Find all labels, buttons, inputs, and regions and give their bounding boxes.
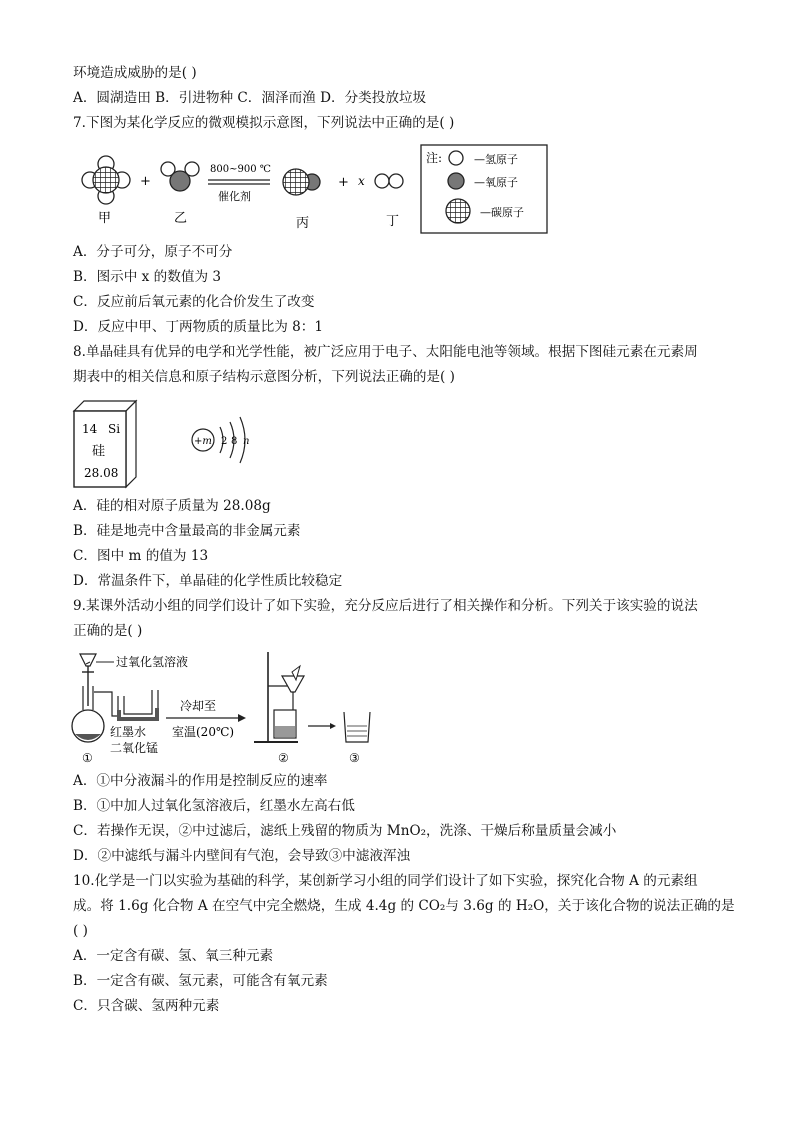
shell-1-electrons: 2 xyxy=(221,436,228,447)
label-a: 甲 xyxy=(98,211,112,226)
reagent-manganese-dioxide: 二氧化锰 xyxy=(110,741,159,755)
q7-reaction-diagram xyxy=(70,142,560,238)
shell-3-electrons: n xyxy=(243,436,250,447)
legend-hydrogen: —氢原子 xyxy=(474,153,518,166)
q9-option-b: B．①中加人过氧化氢溶液后，红墨水左高右低 xyxy=(73,798,355,814)
arrow-label-top: 冷却至 xyxy=(180,699,217,713)
plus-2: + xyxy=(338,175,349,190)
condition-catalyst: 催化剂 xyxy=(218,190,251,203)
q8-option-c: C．图中 m 的值为 13 xyxy=(73,548,209,564)
q7-option-c: C．反应前后氧元素的化合价发生了改变 xyxy=(73,294,315,310)
atomic-structure xyxy=(192,417,249,463)
step-3-label: ③ xyxy=(349,751,360,765)
plus-1: + xyxy=(140,174,151,189)
coefficient-x: x xyxy=(358,174,365,188)
q7-option-b: B．图示中 x 的数值为 3 xyxy=(73,269,222,285)
q8-silicon-figure xyxy=(70,397,270,491)
legend-title: 注: xyxy=(426,151,443,165)
apparatus-2 xyxy=(254,652,304,742)
label-c: 丙 xyxy=(296,216,310,231)
q9-option-d: D．②中滤纸与漏斗内壁间有气泡，会导致③中滤液浑浊 xyxy=(73,848,411,864)
apparatus-3 xyxy=(344,712,370,742)
molecule-a xyxy=(82,156,130,204)
legend-box xyxy=(421,145,547,233)
nucleus-charge: +m xyxy=(194,436,212,447)
label-b: 乙 xyxy=(174,211,188,226)
q9-option-a: A．①中分液漏斗的作用是控制反应的速率 xyxy=(73,773,328,789)
q10-option-a: A．一定含有碳、氢、氧三种元素 xyxy=(73,948,274,964)
q8-option-a: A．硅的相对原子质量为 28.08g xyxy=(73,498,271,514)
q6-options: A．圆湖造田 B．引进物种 C．涸泽而渔 D．分类投放垃圾 xyxy=(73,90,427,106)
element-symbol: Si xyxy=(108,422,121,436)
legend-carbon: —碳原子 xyxy=(480,206,524,219)
step-2-label: ② xyxy=(278,751,289,765)
molecule-d xyxy=(375,174,403,188)
step-1-label: ① xyxy=(82,751,93,765)
q10-stem-line3: ( ) xyxy=(73,923,88,939)
atomic-mass: 28.08 xyxy=(84,466,119,480)
q10-stem-line2: 成。将 1.6g 化合物 A 在空气中完全燃烧，生成 4.4g 的 CO₂与 3.6g 的 H₂O，关于该化合物的说法正确的是 xyxy=(73,898,735,914)
legend-oxygen: —氧原子 xyxy=(474,176,518,189)
q8-stem-line2: 期表中的相关信息和原子结构示意图分析，下列说法正确的是( ) xyxy=(73,369,455,385)
q10-option-b: B．一定含有碳、氢元素，可能含有氧元素 xyxy=(73,973,328,989)
q6-stem-end: 环境造成威胁的是( ) xyxy=(73,65,197,81)
q8-option-b: B．硅是地壳中含量最高的非金属元素 xyxy=(73,523,301,539)
q10-stem-line1: 10.化学是一门以实验为基础的科学，某创新学习小组的同学们设计了如下实验，探究化合物 A 的元素组 xyxy=(73,873,698,889)
q10-option-c: C．只含碳、氢两种元素 xyxy=(73,998,220,1014)
q8-stem-line1: 8.单晶硅具有优异的电学和光学性能，被广泛应用于电子、太阳能电池等领域。根据下图硅元素在元素周 xyxy=(73,344,698,360)
label-d: 丁 xyxy=(386,214,400,229)
reagent-hydrogen-peroxide: 过氧化氢溶液 xyxy=(116,655,189,669)
element-name: 硅 xyxy=(92,444,106,459)
shell-2-electrons: 8 xyxy=(231,436,238,447)
q7-option-d: D．反应中甲、丁两物质的质量比为 8：1 xyxy=(73,319,324,335)
q9-option-c: C．若操作无误，②中过滤后，滤纸上残留的物质为 MnO₂，洗涤、干燥后称量质量会减小 xyxy=(73,823,617,839)
q7-option-a: A．分子可分，原子不可分 xyxy=(73,244,233,260)
q8-option-d: D．常温条件下，单晶硅的化学性质比较稳定 xyxy=(73,573,343,589)
molecule-b xyxy=(161,162,199,191)
molecule-c xyxy=(283,169,320,195)
q9-stem-line2: 正确的是( ) xyxy=(73,623,143,639)
atomic-number: 14 xyxy=(82,422,98,436)
arrow-label-bottom: 室温(20℃) xyxy=(172,725,235,739)
condition-temperature: 800~900 ℃ xyxy=(210,164,271,175)
q7-stem: 7.下图为某化学反应的微观模拟示意图，下列说法中正确的是( ) xyxy=(73,115,455,131)
reagent-red-ink: 红墨水 xyxy=(110,725,147,739)
q9-stem-line1: 9.某课外活动小组的同学们设计了如下实验，充分反应后进行了相关操作和分析。下列关于该实验的说法 xyxy=(73,598,698,614)
q9-experiment-figure xyxy=(68,646,388,766)
